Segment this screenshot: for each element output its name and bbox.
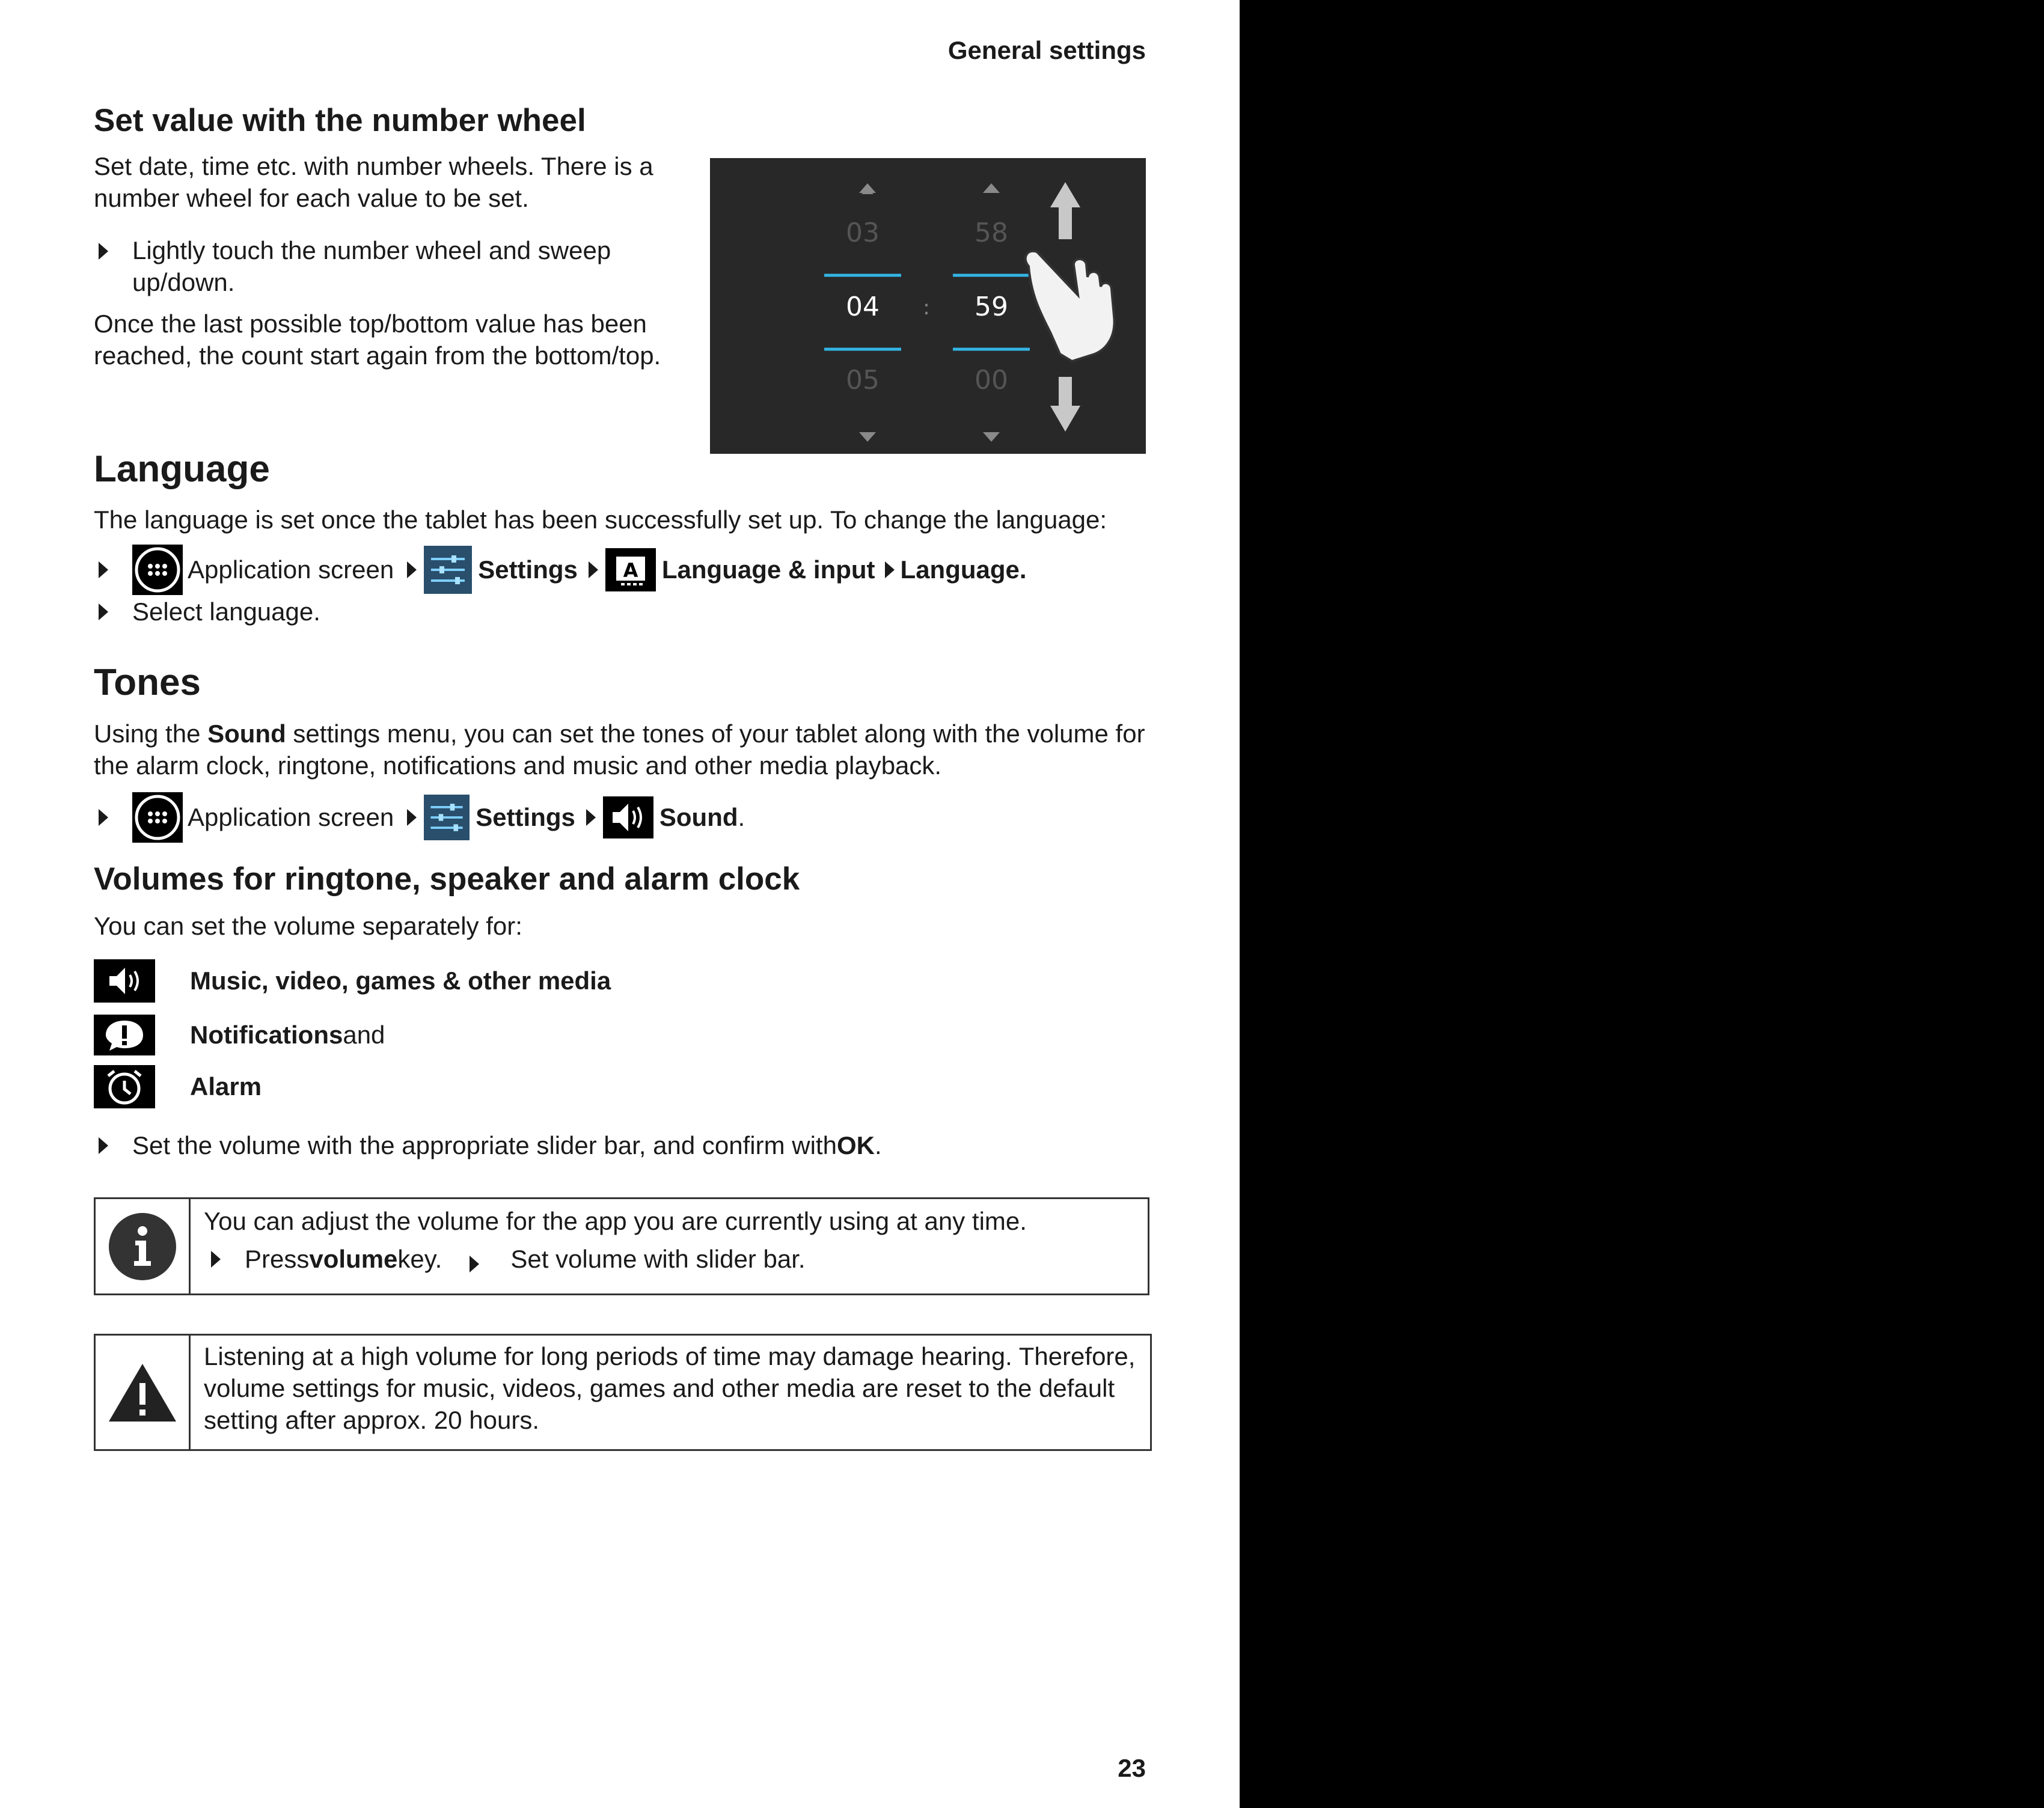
volume-item-notifications: Notifications and [94,1013,385,1057]
language-heading: Language [94,448,270,490]
language-path [99,543,1027,596]
bullet-arrow-icon [470,1256,479,1272]
wheel-hours-up-arrow-icon [859,183,876,193]
alarm-icon [94,1065,155,1108]
tones-path: Application screen Settings Sound . [99,791,745,844]
number-wheel-note: Once the last possible top/bottom value has been reached, the count start again from the bottom/top. [94,310,661,370]
bullet-arrow-icon [99,561,108,578]
svg-text:A: A [623,559,638,582]
running-header: General settings [947,36,1146,64]
warning-icon [106,1361,179,1424]
language-step-select: Select language. [99,596,320,628]
bullet-arrow-icon [589,561,598,578]
path-language: Language. [900,555,1027,584]
bullet-arrow-icon [211,1251,221,1268]
wheel-minutes-next: 00 [975,365,1008,396]
warning-box-body [191,1336,1150,1449]
app-screen-icon [132,545,183,595]
volume-item-media: Music, video, games & other media [94,959,611,1003]
path-settings: Settings [476,803,575,831]
app-screen-icon [132,792,183,843]
bullet-arrow-icon [407,561,417,578]
wheel-hours-current: 04 [846,292,880,322]
wheel-hours-prev: 03 [846,218,880,248]
speaker-icon [94,959,155,1003]
number-wheel-heading: Set value with the number wheel [94,103,586,138]
bullet-arrow-icon [586,809,596,826]
sound-icon [603,796,653,838]
volume-item-alarm: Alarm [94,1065,262,1108]
volumes-intro: You can set the volume separately for: [94,912,522,940]
language-input-icon [605,548,656,591]
warning-box-icon-cell [96,1336,191,1449]
wheel-minutes-prev: 58 [975,218,1008,248]
path-sound: Sound [659,803,738,831]
info-box-step: Press volume key. Set volume with slider bar. [211,1243,1027,1275]
wheel-hours-next: 05 [846,365,880,396]
info-box-body [191,1199,1040,1293]
settings-icon [424,795,470,840]
info-icon [108,1212,177,1281]
page-number: 23 [1118,1754,1146,1782]
settings-icon [424,546,472,594]
warning-box-text: Listening at a high volume for long periods of time may damage hearing. Therefore, volume settings for music, videos, games and other media are reset to the default setting after approx. 20 hours. [204,1342,1136,1434]
swipe-down-arrow-icon [1050,377,1080,432]
bullet-arrow-icon [99,603,108,620]
volumes-heading: Volumes for ringtone, speaker and alarm clock [94,861,800,897]
tones-intro: Using the Sound settings menu, you can set the tones of your tablet along with the volume for the alarm clock, ringtone, notifications and music and other media playback. [94,719,1145,780]
info-box-icon-cell [96,1199,191,1293]
number-wheel-step: Lightly touch the number wheel and sweep up/down. [94,234,671,298]
path-settings: Settings [478,555,578,584]
info-box [94,1197,1149,1295]
warning-box [94,1334,1152,1451]
hand-pointer-icon [1026,251,1115,361]
bullet-arrow-icon [407,809,417,826]
language-intro: The language is set once the tablet has been successfully set up. To change the language: [94,505,1107,534]
volumes-step: Set the volume with the appropriate slider bar, and confirm with OK . [99,1130,882,1161]
bullet-arrow-icon [99,1137,108,1154]
wheel-minutes-up-arrow-icon [983,183,1000,193]
bullet-arrow-icon [885,561,895,578]
number-wheel-illustration [710,158,1146,454]
info-box-text: You can adjust the volume for the app you are currently using at any time. [204,1207,1027,1235]
wheel-hours-down-arrow-icon [859,432,876,442]
tones-heading: Tones [94,662,201,703]
path-app-screen: Application screen [188,803,394,831]
swipe-up-arrow-icon [1050,182,1080,239]
path-language-input: Language & input [661,555,875,584]
number-wheel-intro: Set date, time etc. with number wheels. There is a number wheel for each value to be set. [94,152,653,212]
wheel-minutes-down-arrow-icon [983,432,1000,442]
path-app-screen: Application screen [188,555,394,584]
bullet-arrow-icon [99,809,108,826]
notification-icon [94,1015,155,1055]
wheel-separator: : [923,296,930,320]
wheel-minutes-current: 59 [975,292,1008,322]
bullet-arrow-icon [99,243,108,260]
